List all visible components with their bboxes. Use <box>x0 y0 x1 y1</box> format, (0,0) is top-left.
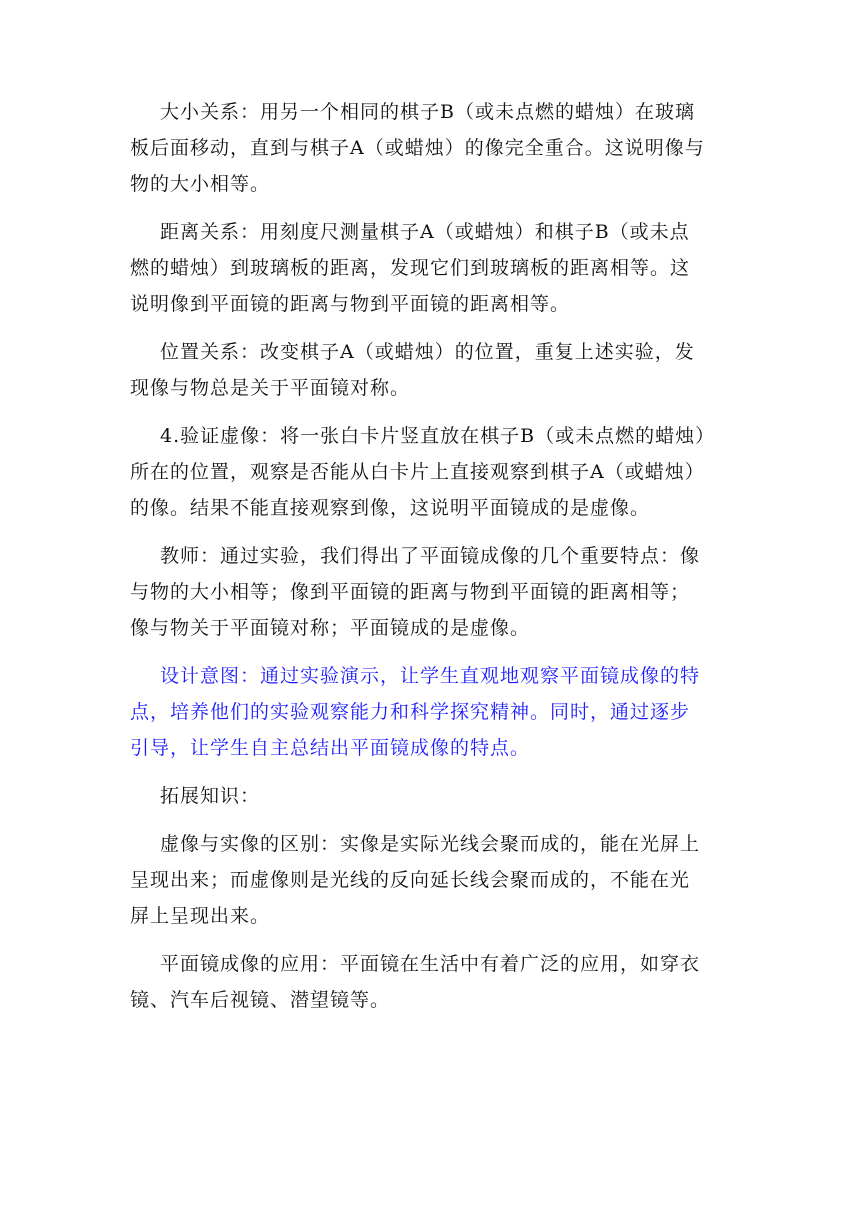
text-line: 距离关系：用刻度尺测量棋子A（或蜡烛）和棋子B（或未点 <box>160 221 690 243</box>
text-line: 屏上呈现出来。 <box>130 905 271 927</box>
text-line: 说明像到平面镜的距离与物到平面镜的距离相等。 <box>130 293 571 315</box>
paragraph-teacher-summary <box>130 538 730 646</box>
paragraph-virtual-vs-real <box>130 826 730 934</box>
text-line: 像与物关于平面镜对称；平面镜成的是虚像。 <box>130 617 531 639</box>
text-line: 大小关系：用另一个相同的棋子B（或未点燃的蜡烛）在玻璃 <box>160 101 695 123</box>
text-line: 4.验证虚像：将一张白卡片竖直放在棋子B（或未点燃的蜡烛） <box>160 425 716 447</box>
paragraph-verify-virtual-image <box>130 418 730 526</box>
text-line: 引导，让学生自主总结出平面镜成像的特点。 <box>130 737 531 759</box>
text-line: 点，培养他们的实验观察能力和科学探究精神。同时，通过逐步 <box>130 701 691 723</box>
text-line: 位置关系：改变棋子A（或蜡烛）的位置，重复上述实验，发 <box>160 341 695 363</box>
text-line: 所在的位置，观察是否能从白卡片上直接观察到棋子A（或蜡烛） <box>130 461 705 483</box>
paragraph-applications <box>130 946 730 1018</box>
text-line: 燃的蜡烛）到玻璃板的距离，发现它们到玻璃板的距离相等。这 <box>130 257 691 279</box>
text-line: 教师：通过实验，我们得出了平面镜成像的几个重要特点：像 <box>160 545 701 567</box>
text-line: 呈现出来；而虚像则是光线的反向延长线会聚而成的，不能在光 <box>130 869 691 891</box>
text-line: 设计意图：通过实验演示，让学生直观地观察平面镜成像的特 <box>160 665 701 687</box>
text-line: 平面镜成像的应用：平面镜在生活中有着广泛的应用，如穿衣 <box>160 953 701 975</box>
text-line: 虚像与实像的区别：实像是实际光线会聚而成的，能在光屏上 <box>160 833 701 855</box>
text-line: 的像。结果不能直接观察到像，这说明平面镜成的是虚像。 <box>130 497 651 519</box>
paragraph-size-relation <box>130 94 730 202</box>
paragraph-position-relation <box>130 334 730 406</box>
text-line: 拓展知识： <box>160 785 261 807</box>
text-line: 物的大小相等。 <box>130 173 271 195</box>
paragraph-extended-knowledge <box>130 778 730 814</box>
text-line: 与物的大小相等；像到平面镜的距离与物到平面镜的距离相等； <box>130 581 691 603</box>
text-line: 现像与物总是关于平面镜对称。 <box>130 377 411 399</box>
text-line: 镜、汽车后视镜、潜望镜等。 <box>130 989 391 1011</box>
document-body <box>130 94 730 1030</box>
paragraph-distance-relation <box>130 214 730 322</box>
text-line: 板后面移动，直到与棋子A（或蜡烛）的像完全重合。这说明像与 <box>130 137 705 159</box>
paragraph-design-intent <box>130 658 730 766</box>
